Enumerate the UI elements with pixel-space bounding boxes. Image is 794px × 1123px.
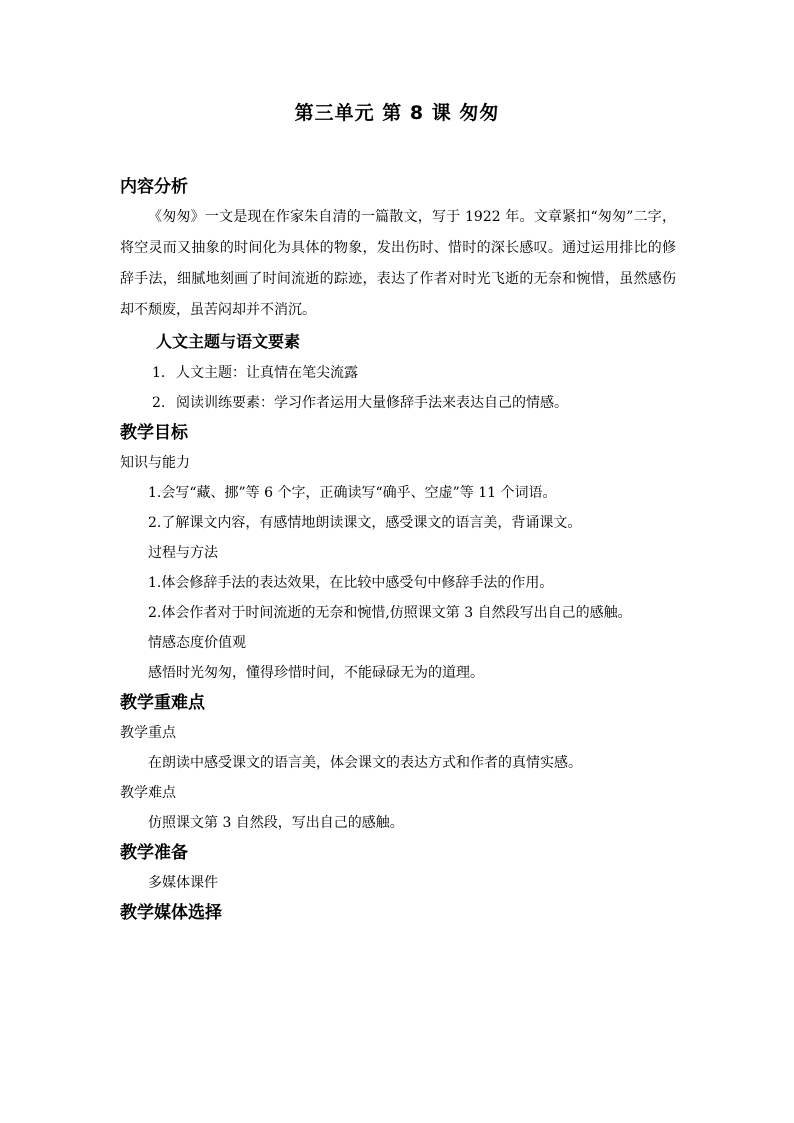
process-item: 1.体会修辞手法的表达效果，在比较中感受句中修辞手法的作用。 bbox=[148, 575, 554, 591]
preparation-text: 多媒体课件 bbox=[148, 875, 218, 891]
content-analysis-paragraph: 《匆匆》一文是现在作家朱自清的一篇散文，写于 1922 年。文章紧扣“匆匆”二字，将空灵而又抽象的时间化为具体的物象，发出伤时、惜时的深长感叹。通过运用排比的修辞手法，细腻地刻画了时间流逝的踪迹，表达了作者对时光飞逝的无奈和惋惜，虽然感伤却不颓废，虽苦闷却并不消沉。 bbox=[120, 209, 676, 318]
subheading-knowledge: 知识与能力 bbox=[120, 455, 190, 471]
section-heading-content-analysis: 内容分析 bbox=[120, 177, 188, 197]
section-heading-key-points: 教学重难点 bbox=[120, 693, 205, 713]
section-heading-goals: 教学目标 bbox=[120, 423, 188, 443]
section-heading-theme: 人文主题与语文要素 bbox=[156, 332, 301, 351]
section-heading-preparation: 教学准备 bbox=[120, 843, 188, 863]
list-text: 人文主题：让真情在笔尖流露 bbox=[176, 365, 358, 381]
emotion-text: 感悟时光匆匆，懂得珍惜时间，不能碌碌无为的道理。 bbox=[148, 665, 484, 681]
subheading-process: 过程与方法 bbox=[148, 545, 218, 561]
list-number: 1. bbox=[152, 365, 166, 381]
section-heading-media: 教学媒体选择 bbox=[120, 903, 222, 923]
theme-item bbox=[120, 388, 676, 418]
subheading-emotion: 情感态度价值观 bbox=[148, 635, 246, 651]
list-text: 阅读训练要素：学习作者运用大量修辞手法来表达自己的情感。 bbox=[176, 395, 568, 411]
subheading-difficulty: 教学难点 bbox=[120, 785, 176, 801]
difficulty-text: 仿照课文第 3 自然段，写出自己的感触。 bbox=[148, 815, 404, 831]
knowledge-item: 1.会写“藏、挪”等 6 个字，正确读写“确乎、空虚”等 11 个词语。 bbox=[148, 485, 557, 501]
list-number: 2. bbox=[152, 395, 166, 411]
subheading-focus: 教学重点 bbox=[120, 725, 176, 741]
document-body bbox=[120, 172, 676, 928]
process-item: 2.体会作者对于时间流逝的无奈和惋惜,仿照课文第 3 自然段写出自己的感触。 bbox=[148, 605, 632, 621]
page-title: 第三单元 第 8 课 匆匆 bbox=[294, 102, 500, 124]
theme-item bbox=[120, 358, 676, 388]
knowledge-item: 2.了解课文内容，有感情地朗读课文，感受课文的语言美，背诵课文。 bbox=[148, 515, 582, 531]
focus-text: 在朗读中感受课文的语言美，体会课文的表达方式和作者的真情实感。 bbox=[148, 755, 582, 771]
